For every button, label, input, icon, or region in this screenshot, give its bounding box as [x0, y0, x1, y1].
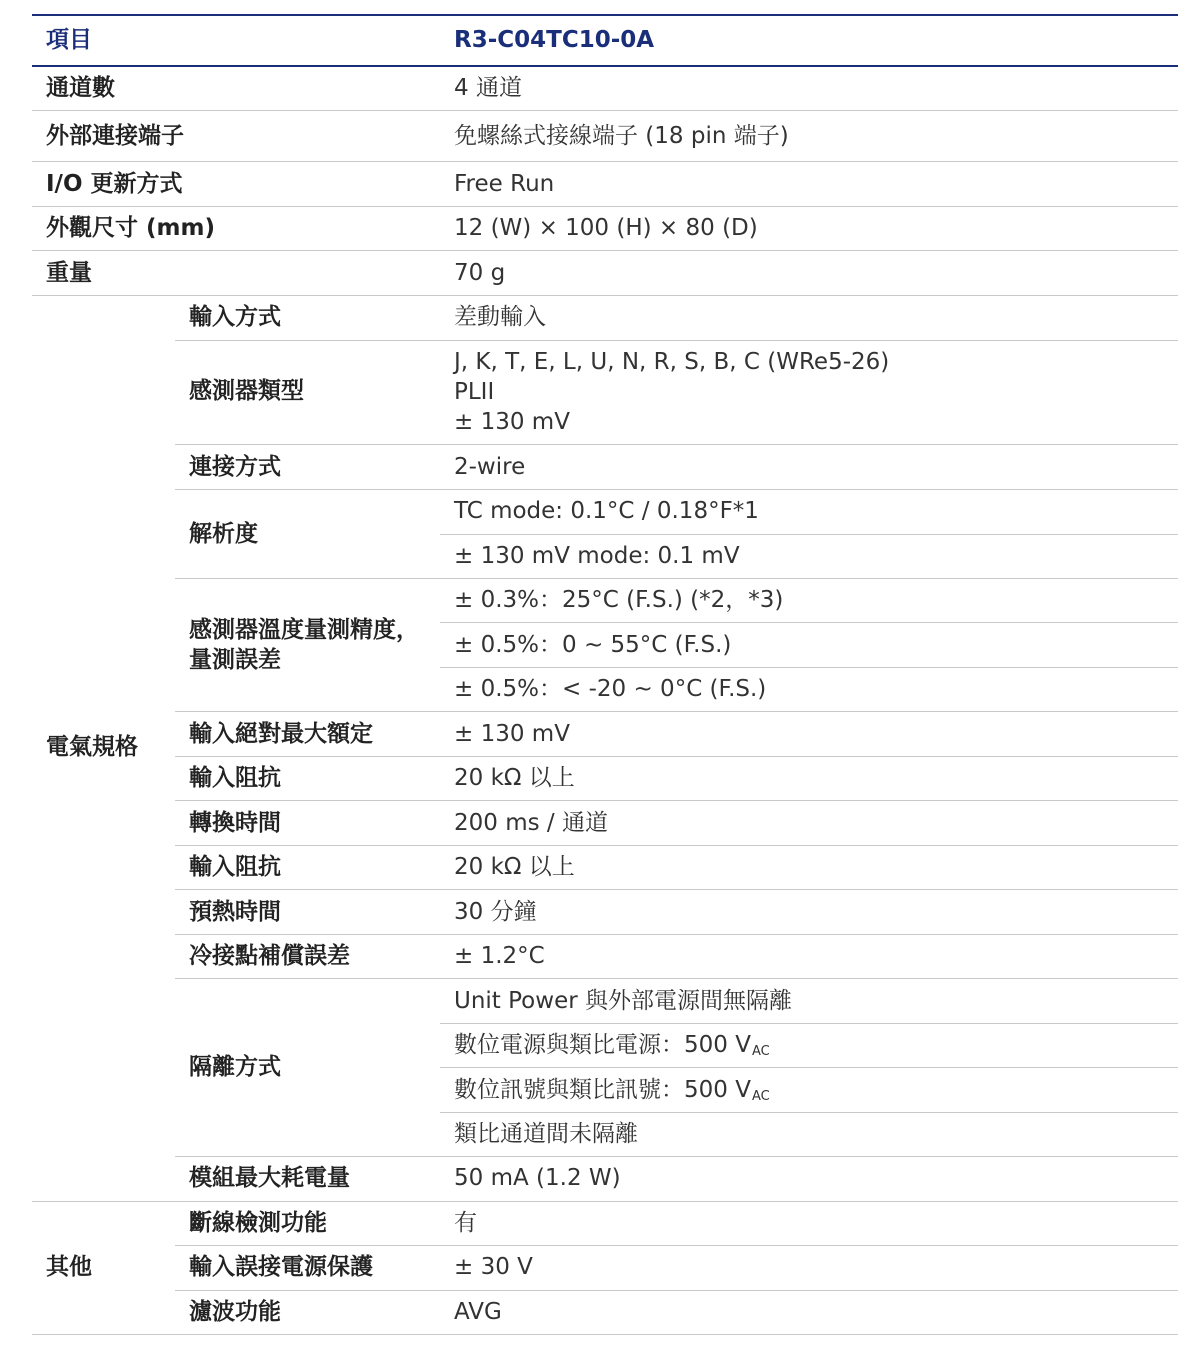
weight-label: 重量	[46, 260, 92, 286]
row-divider	[175, 934, 1178, 935]
sensor-type-value-3: ± 130 mV	[454, 409, 570, 435]
io-update-value: Free Run	[454, 171, 555, 197]
isolation-value-2-text: 數位電源與類比電源：500 V	[454, 1032, 751, 1058]
row-divider	[175, 711, 1178, 712]
wire-break-value: 有	[454, 1210, 477, 1236]
row-divider	[175, 444, 1178, 445]
max-current-value: 50 mA (1.2 W)	[454, 1165, 621, 1191]
row-divider	[440, 622, 1178, 623]
table-bottom-rule	[32, 1334, 1178, 1335]
sensor-type-value-2: PLII	[454, 379, 495, 405]
input-method-label: 輸入方式	[189, 304, 281, 330]
row-divider	[175, 578, 1178, 579]
header-model-label: R3-C04TC10-0A	[454, 27, 655, 53]
row-divider	[32, 250, 1178, 251]
accuracy-value-2: ± 0.5%：0 ~ 55°C (F.S.)	[454, 632, 732, 658]
isolation-value-2	[454, 1034, 770, 1058]
accuracy-value-1: ± 0.3%：25°C (F.S.) (*2，*3)	[454, 587, 784, 613]
filter-label: 濾波功能	[189, 1299, 281, 1325]
max-current-label: 模組最大耗電量	[189, 1165, 350, 1191]
resolution-label: 解析度	[189, 521, 258, 547]
accuracy-label-line-1: 感測器溫度量測精度，	[189, 617, 419, 643]
filter-value: AVG	[454, 1299, 502, 1325]
row-divider	[440, 1067, 1178, 1068]
row-divider	[175, 800, 1178, 801]
isolation-value-3	[454, 1079, 770, 1103]
abs-max-value: ± 130 mV	[454, 721, 570, 747]
row-divider	[32, 161, 1178, 162]
row-divider	[440, 1023, 1178, 1024]
row-divider	[440, 667, 1178, 668]
row-divider	[175, 889, 1178, 890]
abs-max-label: 輸入絕對最大額定	[189, 721, 373, 747]
miswire-value: ± 30 V	[454, 1254, 533, 1280]
row-divider	[32, 295, 1178, 296]
connection-value: 2-wire	[454, 454, 526, 480]
sensor-type-value-1: J, K, T, E, L, U, N, R, S, B, C (WRe5-26)	[454, 349, 890, 375]
channels-value: 4 通道	[454, 75, 522, 101]
isolation-value-3-text: 數位訊號與類比訊號：500 V	[454, 1077, 751, 1103]
row-divider	[32, 110, 1178, 111]
resolution-value-1: TC mode: 0.1°C / 0.18°F*1	[454, 498, 759, 524]
wire-break-label: 斷線檢測功能	[189, 1210, 327, 1236]
row-divider	[175, 845, 1178, 846]
row-divider	[175, 756, 1178, 757]
terminal-value: 免螺絲式接線端子 (18 pin 端子)	[454, 123, 789, 149]
row-divider	[440, 534, 1178, 535]
impedance-1-label: 輸入阻抗	[189, 765, 281, 791]
warmup-value: 30 分鐘	[454, 899, 537, 925]
weight-value: 70 g	[454, 260, 506, 286]
sensor-type-label: 感測器類型	[189, 378, 304, 404]
header-item-label: 項目	[46, 27, 92, 53]
channels-label: 通道數	[46, 75, 115, 101]
terminal-label: 外部連接端子	[46, 123, 184, 149]
row-divider	[175, 978, 1178, 979]
io-update-label: I/O 更新方式	[46, 171, 183, 197]
dimensions-value: 12 (W) × 100 (H) × 80 (D)	[454, 215, 758, 241]
row-divider	[440, 1112, 1178, 1113]
conversion-value: 200 ms / 通道	[454, 810, 608, 836]
impedance-1-value: 20 kΩ 以上	[454, 765, 575, 791]
row-divider	[32, 206, 1178, 207]
resolution-value-2: ± 130 mV mode: 0.1 mV	[454, 543, 740, 569]
row-divider	[175, 1156, 1178, 1157]
ac-subscript: AC	[751, 1089, 770, 1104]
input-method-value: 差動輸入	[454, 304, 546, 330]
cjc-error-label: 冷接點補償誤差	[189, 943, 350, 969]
cjc-error-value: ± 1.2°C	[454, 943, 545, 969]
section-electrical: 電氣規格	[46, 734, 138, 760]
isolation-value-1: Unit Power 與外部電源間無隔離	[454, 988, 792, 1014]
miswire-label: 輸入誤接電源保護	[189, 1254, 373, 1280]
isolation-label: 隔離方式	[189, 1054, 281, 1080]
connection-label: 連接方式	[189, 454, 281, 480]
conversion-label: 轉換時間	[189, 810, 281, 836]
accuracy-value-3: ± 0.5%：< -20 ~ 0°C (F.S.)	[454, 676, 767, 702]
section-other: 其他	[46, 1254, 92, 1280]
table-top-rule	[32, 14, 1178, 16]
row-divider	[175, 489, 1178, 490]
impedance-2-value: 20 kΩ 以上	[454, 854, 575, 880]
row-divider	[175, 1290, 1178, 1291]
ac-subscript: AC	[751, 1044, 770, 1059]
dimensions-label: 外觀尺寸 (mm)	[46, 215, 215, 241]
accuracy-label-line-2: 量測誤差	[189, 647, 281, 673]
row-divider	[175, 340, 1178, 341]
header-bottom-rule	[32, 65, 1178, 67]
row-divider	[32, 1201, 1178, 1202]
isolation-value-4: 類比通道間未隔離	[454, 1121, 638, 1147]
impedance-2-label: 輸入阻抗	[189, 854, 281, 880]
row-divider	[175, 1245, 1178, 1246]
warmup-label: 預熱時間	[189, 899, 281, 925]
